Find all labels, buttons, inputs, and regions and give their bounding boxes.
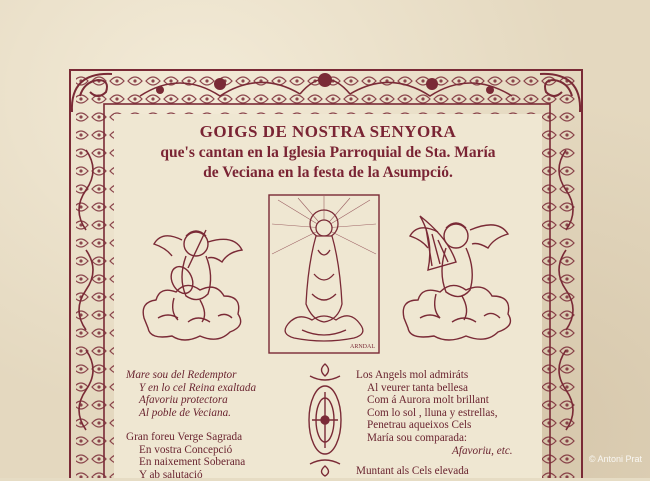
verse-line: Penetrau aqueixos Cels [367, 419, 472, 432]
divider-ornament [302, 362, 348, 478]
verse-line: En vostra Concepció [139, 443, 233, 456]
verse-line: Afavoriu protectora [139, 394, 228, 407]
verse-line: Al veurer tanta bellesa [367, 381, 468, 394]
document-title: GOIGS DE NOSTRA SENYORA [199, 122, 457, 141]
verse-line: Mare sou del Redemptor [126, 369, 237, 381]
verse-right-stanza1 [356, 369, 513, 457]
verse-left-stanza2 [126, 431, 245, 481]
verse-line: Los Angels mol admiráts [356, 369, 469, 381]
copyright-watermark: © Antoni Prat [588, 454, 642, 464]
verse-right-stanza2 [356, 465, 469, 478]
verse-line: En naixement Soberana [139, 456, 246, 469]
document-subtitle-line1: que's cantan en la Iglesia Parroquial de Sta. María [160, 144, 496, 161]
verse-line: Com á Aurora molt brillant [367, 394, 489, 407]
verse-line: María sou comparada: [367, 431, 468, 444]
cherub-lute-illustration [138, 222, 248, 344]
document-subtitle-line2: de Veciana en la festa de la Asumpció. [203, 164, 453, 181]
virgin-mary-engraving [268, 194, 380, 354]
verse-line: Y ab salutació [139, 468, 203, 481]
verse-left-stanza1 [126, 369, 256, 419]
engraving-signature: ARNDAL [350, 344, 375, 350]
cherub-harp-illustration [398, 210, 518, 344]
verse-refrain: Afavoriu, etc. [452, 444, 513, 457]
verse-line: Gran foreu Verge Sagrada [126, 431, 243, 443]
verse-line: Com lo sol , lluna y estrellas, [367, 406, 498, 419]
verse-line: Al poble de Veciana. [139, 406, 231, 419]
verse-line: Muntant als Cels elevada [356, 465, 469, 477]
verse-line: Y en lo cel Reina exaltada [139, 381, 257, 394]
